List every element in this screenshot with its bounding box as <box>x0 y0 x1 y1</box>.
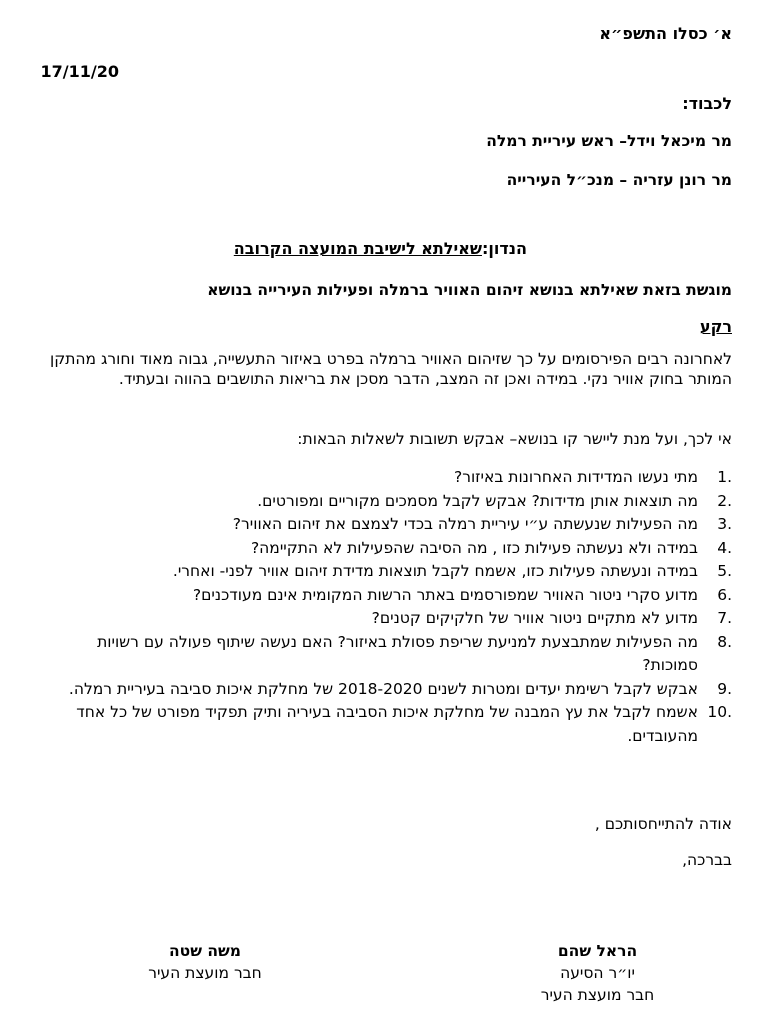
closing-thanks: אודה להתייחסותכם , <box>594 815 732 833</box>
signature-title: חבר מועצת העיר <box>148 964 262 982</box>
question-number: 10. <box>707 703 732 721</box>
subject-line <box>234 239 527 258</box>
question-number: 4. <box>717 538 732 557</box>
recipient-mayor: מר מיכאל וידל– ראש עיריית רמלה <box>486 132 732 150</box>
hebrew-date: א׳ כסלו התשפ״א <box>599 24 732 43</box>
question-number: 3. <box>717 515 732 533</box>
question-text: מה הפעילות שנעשתה ע״י עיריית רמלה בכדי לצמצם את זיהום האוויר? <box>232 515 698 533</box>
question-text: אשמח לקבל את עץ המבנה של מחלקת איכות הסביבה בעיריה ותיק תפקיד מפורט של כל אחד מהעובדים. <box>76 703 698 745</box>
gregorian-date: 17/11/20 <box>40 62 119 81</box>
question-item <box>40 490 732 514</box>
question-item <box>40 513 732 537</box>
question-text: מה הפעילות שמתבצעת למניעת שריפת פסולת באיזור? האם נעשה שיתוף פעולה עם רשויות סמוכות? <box>97 632 698 674</box>
signature-block-moshe <box>140 940 270 984</box>
question-item <box>40 466 732 490</box>
signature-title: חבר מועצת העיר <box>540 986 655 1004</box>
background-paragraph: לאחרונה רבים הפירסומים על כך שזיהום האוויר ברמלה בפרט באיזור התעשייה, גבוה מאוד וחורג מהתקן המותר בחוק אוויר נקי. במידה ואכן זה המצב, הדבר מסכן את בריאות התושבים בהווה ובעתיד. <box>49 350 732 388</box>
question-item <box>40 631 732 678</box>
question-text: אבקש לקבל רשימת יעדים ומטרות לשנים 2018-2020 של מחלקת איכות סביבה בעיריית רמלה. <box>68 679 698 698</box>
closing-regards: בברכה, <box>682 851 732 869</box>
question-number: 9. <box>717 679 732 698</box>
question-number: 6. <box>717 585 732 604</box>
addressee-label: לכבוד: <box>682 94 732 113</box>
question-text: מדוע לא מתקיים ניטור אוויר של חלקיקים קטנים? <box>371 609 698 627</box>
question-number: 2. <box>717 491 732 510</box>
question-text: במידה ונעשתה פעילות כזו, אשמח לקבל תוצאות מדידת זיהום אוויר לפני- ואחרי. <box>172 562 698 580</box>
signature-name: משה שטה <box>169 942 241 960</box>
question-number: 8. <box>717 632 732 651</box>
question-number: 5. <box>717 562 732 580</box>
question-text: מתי נעשו המדידות האחרונות באיזור? <box>453 468 698 486</box>
signature-title: יו״ר הסיעה <box>560 964 635 982</box>
question-item <box>40 537 732 561</box>
question-item <box>40 560 732 584</box>
question-number: 7. <box>717 609 732 627</box>
subject-topic: שאילתא לישיבת המועצה הקרובה <box>233 239 482 258</box>
questions-list <box>40 466 732 748</box>
question-item <box>40 701 732 748</box>
question-number: 1. <box>717 468 732 486</box>
question-text: מדוע סקרי ניטור האוויר שמפורסמים באתר הרשות המקומית אינם מעודכנים? <box>192 585 698 604</box>
signature-name: הראל שהם <box>557 942 638 960</box>
question-item <box>40 678 732 702</box>
question-text: מה תוצאות אותן מדידות? אבקש לקבל מסמכים מקוריים ומפורטים. <box>257 491 698 510</box>
background-heading: רקע <box>699 317 732 336</box>
subject-prefix: הנדון: <box>481 239 527 258</box>
recipient-ceo: מר רונן עזריה – מנכ״ל העירייה <box>506 171 732 189</box>
question-item <box>40 584 732 608</box>
signature-block-harel <box>530 940 665 1006</box>
questions-lead: אי לכך, ועל מנת ליישר קו בנושא– אבקש תשובות לשאלות הבאות: <box>297 430 732 448</box>
question-item <box>40 607 732 631</box>
intro-statement: מוגשת בזאת שאילתא בנושא זיהום האוויר ברמלה ופעילות העירייה בנושא <box>207 281 732 299</box>
question-text: במידה ולא נעשתה פעילות כזו , מה הסיבה שהפעילות לא התקיימה? <box>250 538 698 557</box>
